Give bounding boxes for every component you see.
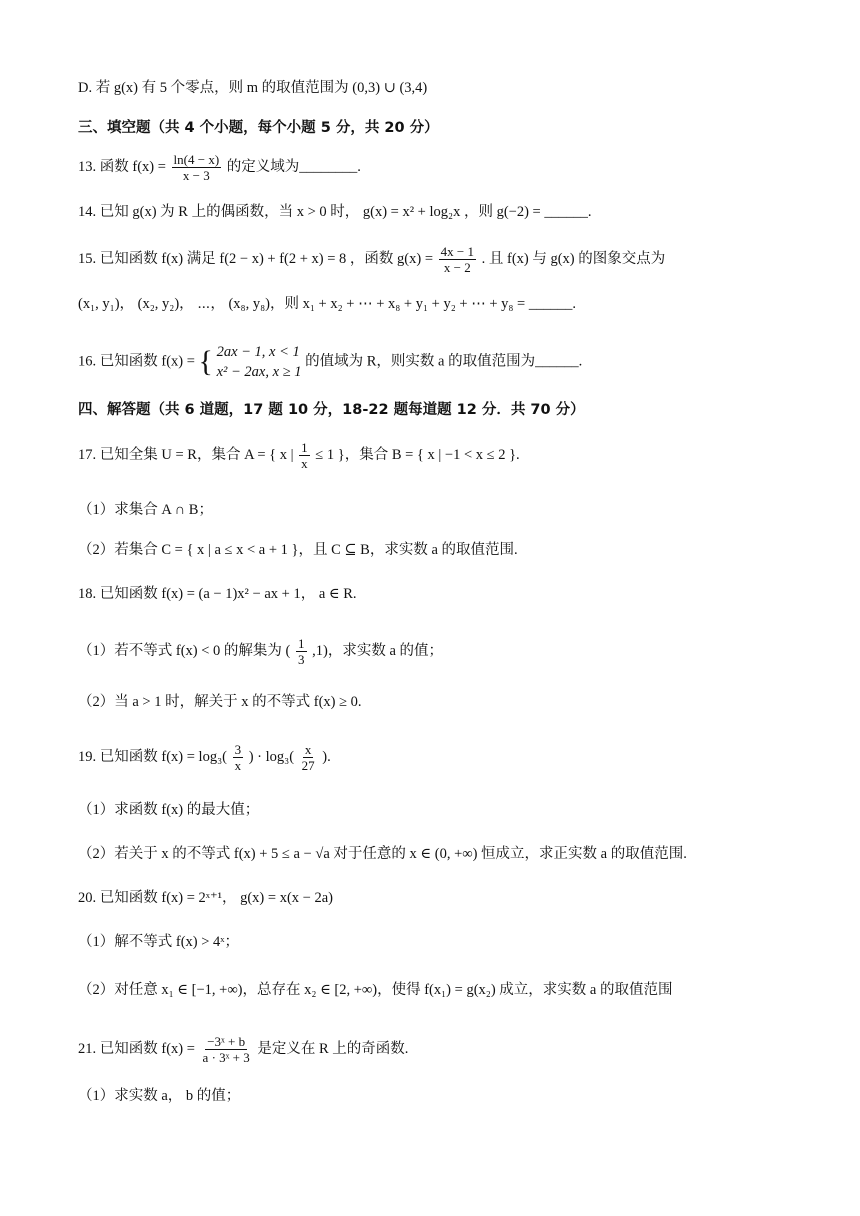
q21-denominator: a · 3ˣ + 3 <box>202 1050 250 1065</box>
q18p1-tail: ,1)，求实数 a 的值； <box>312 642 444 659</box>
q21-fraction <box>201 1034 252 1065</box>
q15-tail: . 且 f(x) 与 g(x) 的图象交点为 <box>481 250 666 267</box>
question-15-line1 <box>78 244 798 275</box>
q19-part-2: （2）若关于 x 的不等式 f(x) + 5 ≤ a − √a 对于任意的 x ∈ (0, +∞) 恒成立，求正实数 a 的取值范围. <box>78 846 687 862</box>
q19-numerator-2: x <box>304 742 312 757</box>
q16-tail: 的值域为 R，则实数 a 的取值范围为______. <box>305 353 583 370</box>
question-14: 14. 已知 g(x) 为 R 上的偶函数，当 x > 0 时， g(x) = x² + log₂x ，则 g(−2) = ______. <box>78 204 592 220</box>
question-19 <box>78 742 798 773</box>
q13-numerator: ln(4 − x) <box>173 152 220 167</box>
q21-numerator: −3ˣ + b <box>207 1034 246 1049</box>
q13-tail: 的定义域为________. <box>226 158 361 175</box>
q15-fraction <box>439 244 476 275</box>
q17-fraction <box>299 440 310 471</box>
q17-part-1: （1）求集合 A ∩ B； <box>78 502 213 518</box>
q18-part-1 <box>78 636 798 667</box>
q19-lead: 19. 已知函数 f(x) = log₃( <box>78 748 227 765</box>
q19-denominator-1: x <box>234 758 242 773</box>
q21-lead: 21. 已知函数 f(x) = <box>78 1040 195 1057</box>
q19-fraction-1 <box>233 742 244 773</box>
q20-part-1: （1）解不等式 f(x) > 4ˣ； <box>78 934 239 950</box>
q13-lead: 13. 函数 f(x) = <box>78 158 166 175</box>
q20-part-2: （2）对任意 x₁ ∈ [−1, +∞)，总存在 x₂ ∈ [2, +∞)，使得 f(x₁) = g(x₂) 成立，求实数 a 的取值范围 <box>78 982 673 998</box>
section-answer-questions-heading: 四、解答题（共 6 道题，17 题 10 分，18-22 题每道题 12 分．共 70 分） <box>78 402 585 418</box>
q16-lead: 16. 已知函数 f(x) = <box>78 353 195 370</box>
q19-part-1: （1）求函数 f(x) 的最大值； <box>78 802 260 818</box>
q15-numerator: 4x − 1 <box>440 244 474 259</box>
question-13 <box>78 152 798 183</box>
section-fill-in-blank-heading: 三、填空题（共 4 个小题，每个小题 5 分，共 20 分） <box>78 120 439 136</box>
q19-fraction-2 <box>300 742 317 773</box>
q17-numerator: 1 <box>301 440 308 455</box>
q17-tail: ≤ 1 }，集合 B = { x | −1 < x ≤ 2 }. <box>315 446 520 463</box>
option-d: D. 若 g(x) 有 5 个零点，则 m 的取值范围为 (0,3) ∪ (3,4) <box>78 80 428 96</box>
q18p1-fraction <box>296 636 307 667</box>
question-20: 20. 已知函数 f(x) = 2ˣ⁺¹， g(x) = x(x − 2a) <box>78 890 333 906</box>
q18p1-numerator: 1 <box>298 636 305 651</box>
question-16 <box>78 342 798 382</box>
q19-tail: ). <box>322 748 331 765</box>
q21-part-1: （1）求实数 a， b 的值； <box>78 1088 241 1104</box>
q16-brace: { <box>198 345 213 378</box>
q17-lead: 17. 已知全集 U = R，集合 A = { x | <box>78 446 294 463</box>
q16-case-1: 2ax − 1, x < 1 <box>216 344 300 360</box>
q21-tail: 是定义在 R 上的奇函数. <box>257 1040 409 1057</box>
q15-lead: 15. 已知函数 f(x) 满足 f(2 − x) + f(2 + x) = 8 ，函数 g(x) = <box>78 250 434 267</box>
question-21 <box>78 1034 798 1065</box>
question-17 <box>78 440 798 471</box>
q18p1-denominator: 3 <box>298 652 305 667</box>
q19-middle: ) · log₃( <box>248 748 295 765</box>
question-15-line2: (x₁, y₁)， (x₂, y₂)， ⋯， (x₈, y₈)，则 x₁ + x₂ + ⋯ + x₈ + y₁ + y₂ + ⋯ + y₈ = ______. <box>78 296 576 312</box>
q16-case-2: x² − 2ax, x ≥ 1 <box>216 364 302 380</box>
q18-part-2: （2）当 a > 1 时，解关于 x 的不等式 f(x) ≥ 0. <box>78 694 362 710</box>
q13-denominator: x − 3 <box>182 168 210 183</box>
q18p1-lead: （1）若不等式 f(x) < 0 的解集为 ( <box>78 642 291 659</box>
q13-fraction <box>172 152 222 183</box>
q16-piecewise <box>217 342 302 382</box>
q19-denominator-2: 27 <box>301 758 315 773</box>
q19-numerator-1: 3 <box>234 742 242 757</box>
q15-denominator: x − 2 <box>443 260 471 275</box>
q17-denominator: x <box>301 456 308 471</box>
q17-part-2: （2）若集合 C = { x | a ≤ x < a + 1 }，且 C ⊆ B，求实数 a 的取值范围. <box>78 542 518 558</box>
question-18: 18. 已知函数 f(x) = (a − 1)x² − ax + 1， a ∈ R. <box>78 586 357 602</box>
